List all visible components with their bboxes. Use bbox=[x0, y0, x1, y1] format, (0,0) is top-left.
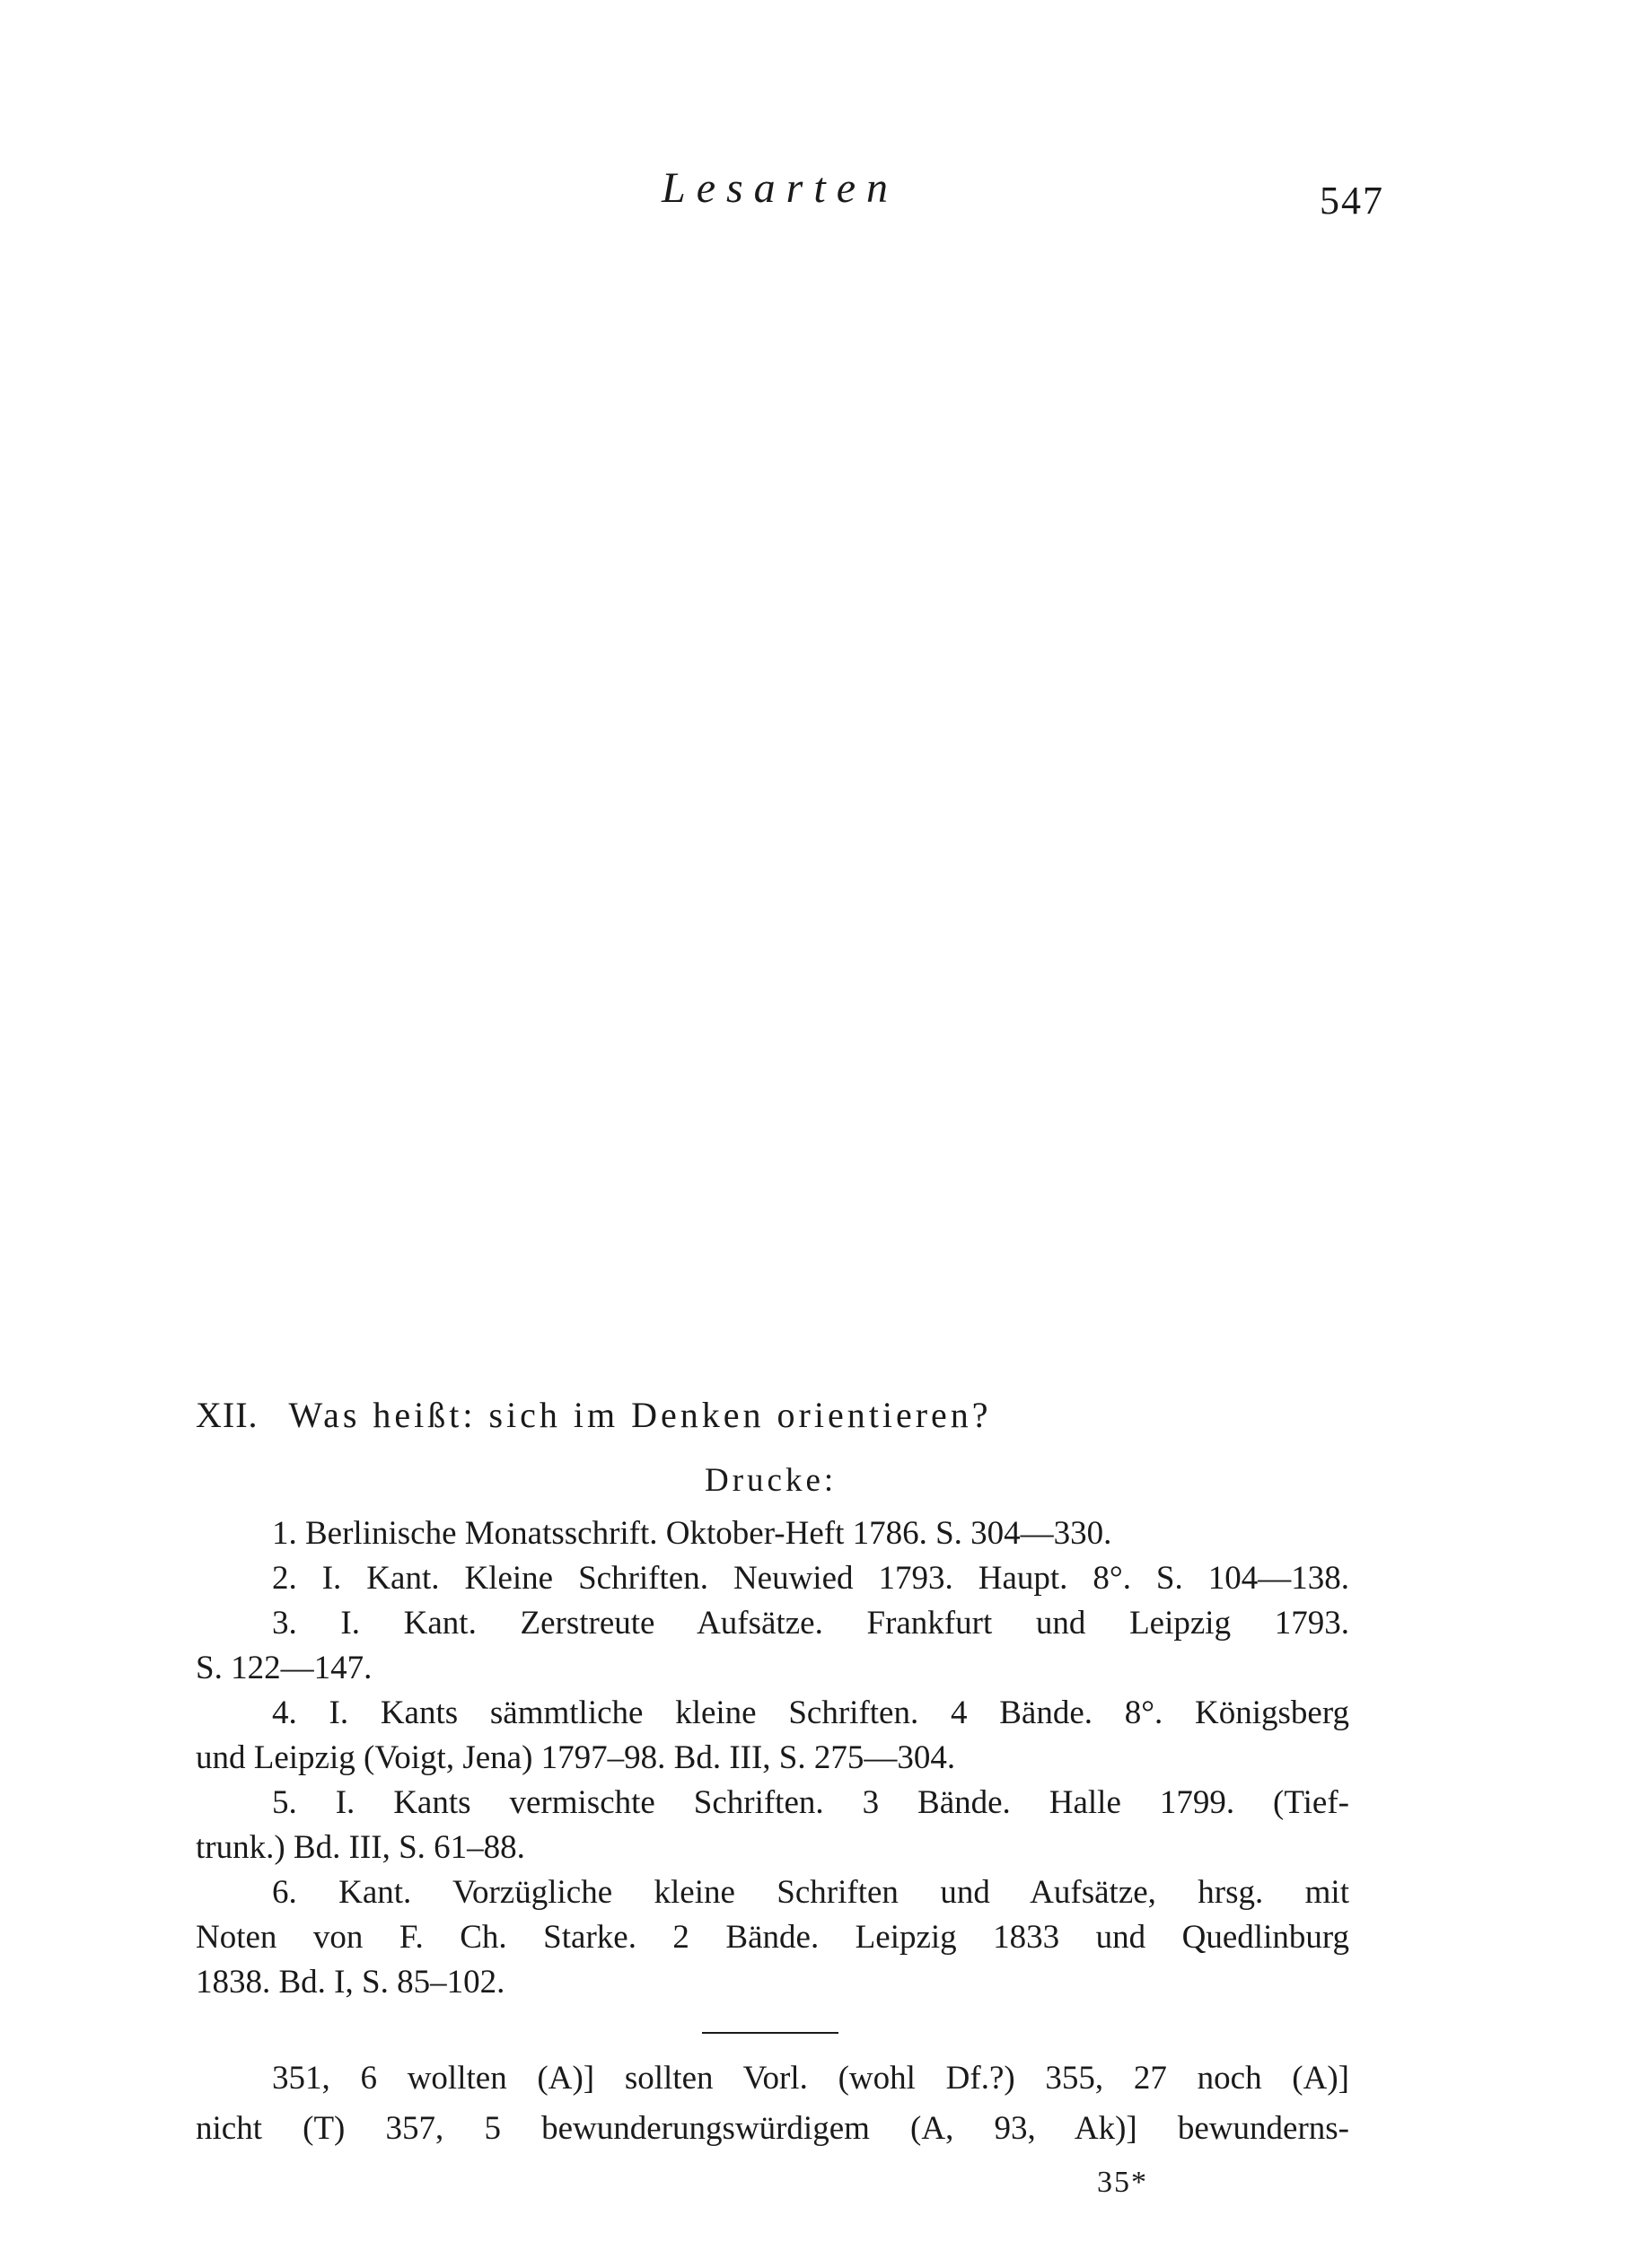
entry-line: Noten von F. Ch. Starke. 2 Bände. Leipzig 1833 und Quedlinburg bbox=[196, 1919, 1349, 1956]
page-number: 547 bbox=[1320, 179, 1384, 223]
section-number: XII. bbox=[196, 1395, 259, 1435]
subheading: Drucke: bbox=[705, 1462, 838, 1499]
entry-line: 4. I. Kants sämmtliche kleine Schriften. 4 Bände. 8°. Königsberg bbox=[272, 1694, 1349, 1731]
section-title: Was heißt: sich im Denken orientieren? bbox=[288, 1395, 992, 1435]
entry-line: 6. Kant. Vorzügliche kleine Schriften und Aufsätze, hrsg. mit bbox=[272, 1874, 1349, 1911]
entry-line: 1838. Bd. I, S. 85–102. bbox=[196, 1964, 505, 2001]
entry-line: 2. I. Kant. Kleine Schriften. Neuwied 1793. Haupt. 8°. S. 104—138. bbox=[272, 1560, 1349, 1597]
section-heading bbox=[196, 1394, 992, 1436]
running-head: Lesarten bbox=[662, 164, 899, 212]
entry-line: 3. I. Kant. Zerstreute Aufsätze. Frankfurt und Leipzig 1793. bbox=[272, 1605, 1349, 1642]
separator-rule bbox=[702, 2032, 838, 2034]
footnote-line: 351, 6 wollten (A)] sollten Vorl. (wohl Df.?) 355, 27 noch (A)] bbox=[272, 2060, 1349, 2097]
entry-line: 5. I. Kants vermischte Schriften. 3 Bände. Halle 1799. (Tief- bbox=[272, 1784, 1349, 1821]
footnote-line: nicht (T) 357, 5 bewunderungswürdigem (A, 93, Ak)] bewunderns- bbox=[196, 2110, 1349, 2147]
entry-line: S. 122—147. bbox=[196, 1650, 373, 1686]
entry-line: 1. Berlinische Monatsschrift. Oktober-Heft 1786. S. 304—330. bbox=[272, 1515, 1112, 1552]
entry-line: und Leipzig (Voigt, Jena) 1797–98. Bd. III, S. 275—304. bbox=[196, 1739, 956, 1776]
entry-line: trunk.) Bd. III, S. 61–88. bbox=[196, 1829, 525, 1866]
signature-mark: 35* bbox=[1097, 2166, 1148, 2199]
